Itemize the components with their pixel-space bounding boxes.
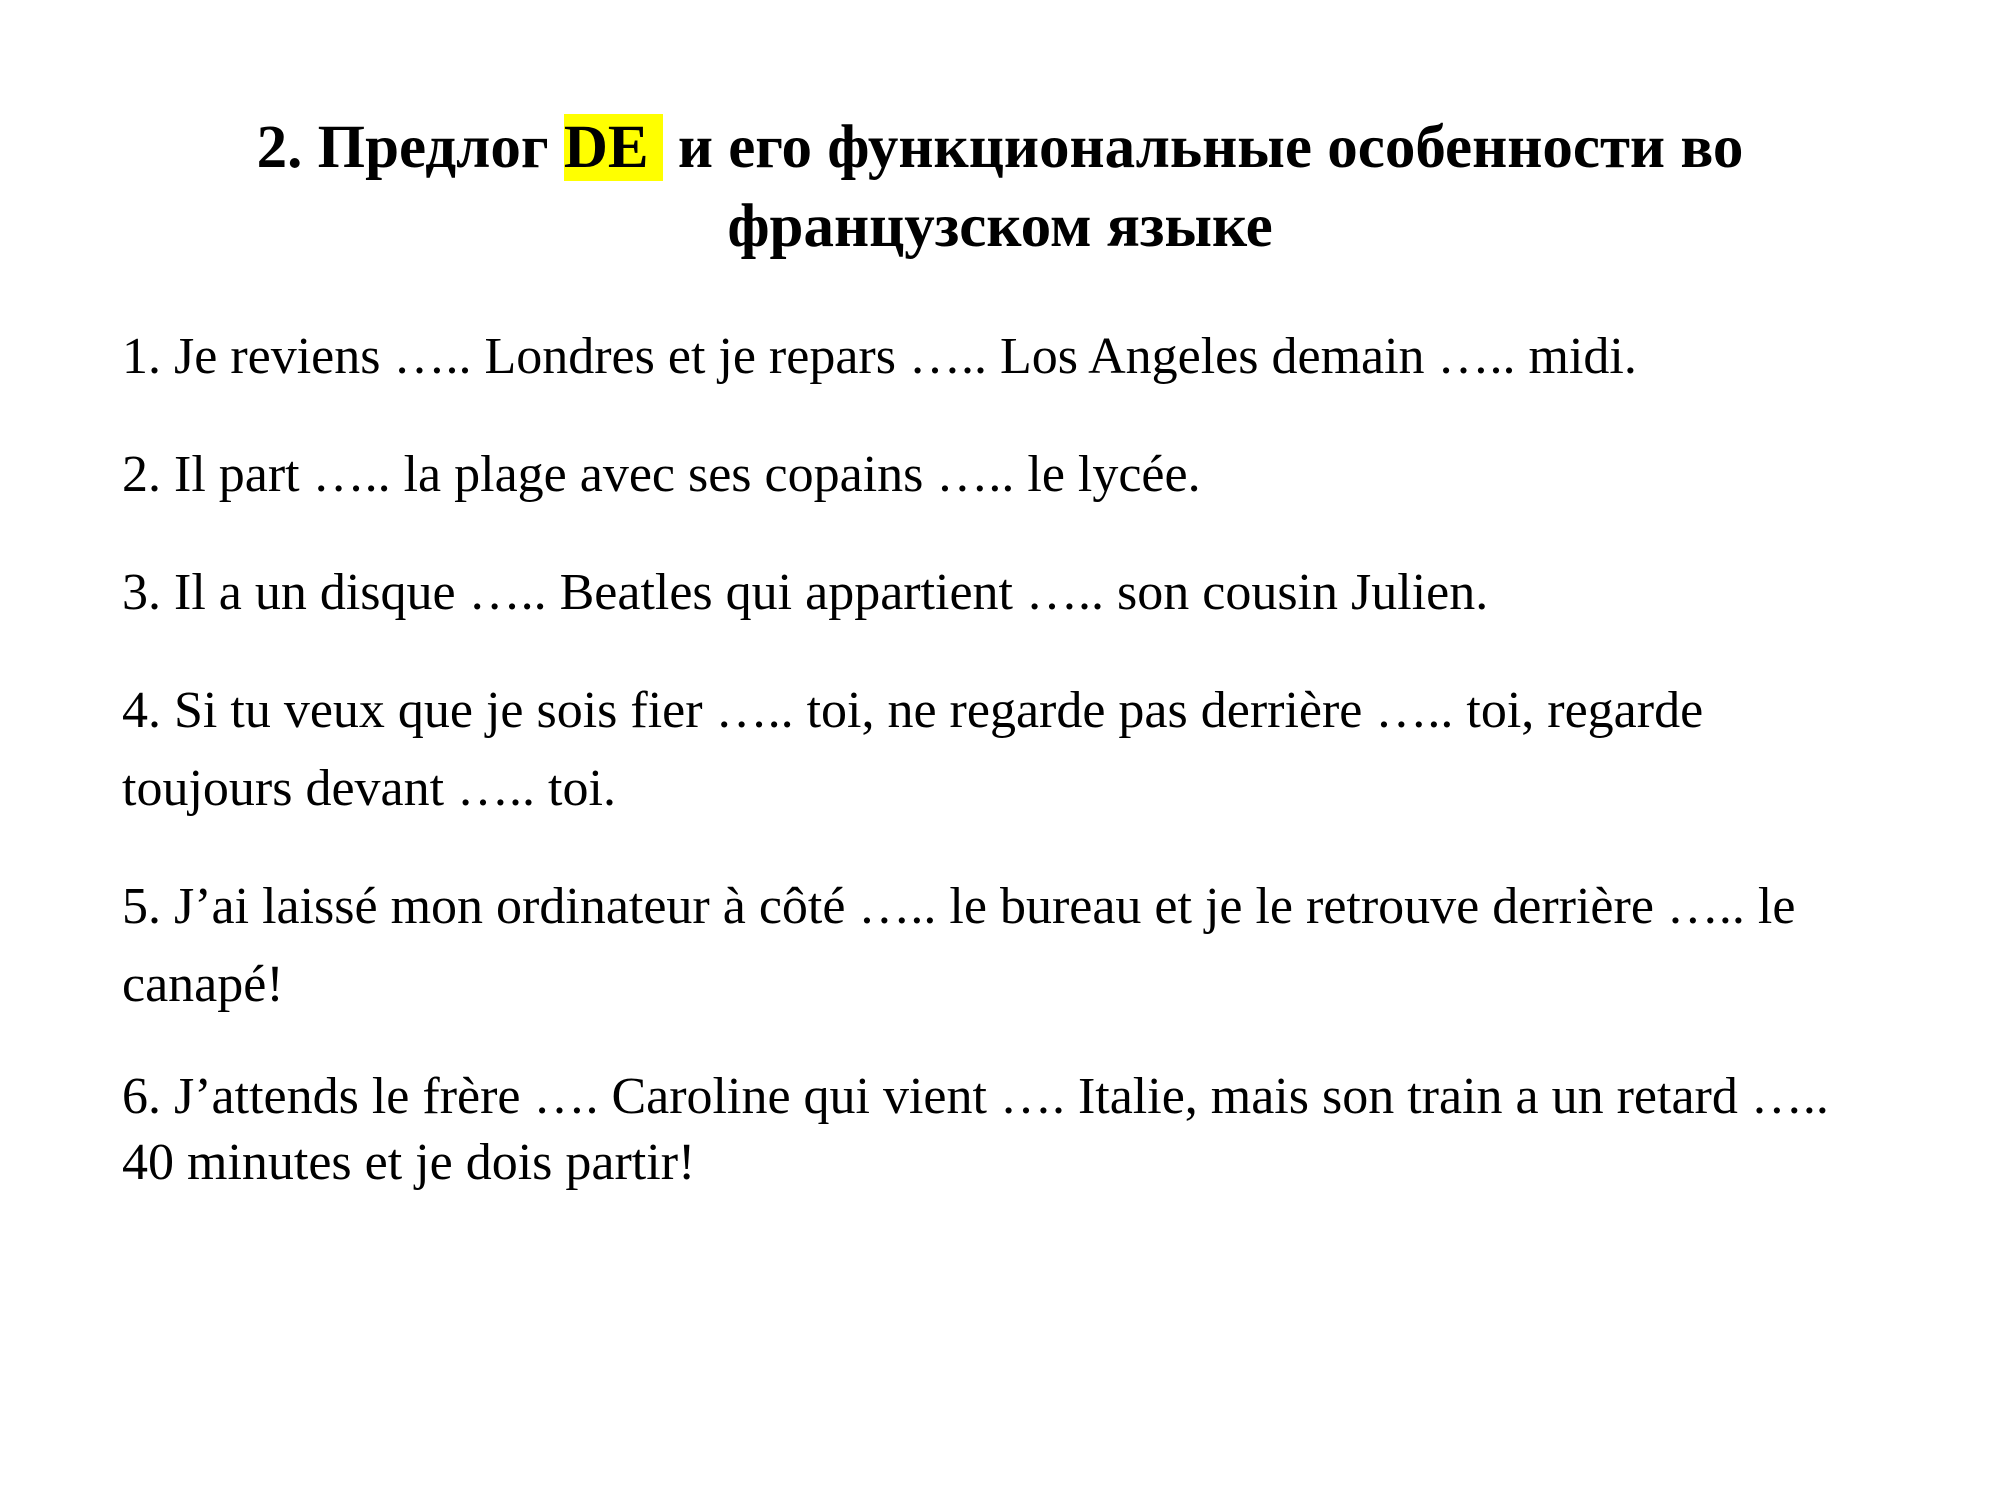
title-prefix: 2. Предлог bbox=[256, 114, 564, 181]
slide-title bbox=[100, 108, 1900, 266]
exercise-item-2: 2. Il part ….. la plage avec ses copains ….. le lycée. bbox=[122, 446, 1201, 503]
exercise-item-3: 3. Il a un disque ….. Beatles qui appartient ….. son cousin Julien. bbox=[122, 564, 1489, 621]
exercise-item-5: 5. J’ai laissé mon ordinateur à côté ….. le bureau et je le retrouve derrière ….. le canapé! bbox=[122, 878, 1796, 1013]
exercise-item-4: 4. Si tu veux que je sois fier ….. toi, ne regarde pas derrière ….. toi, regarde toujours devant ….. toi. bbox=[122, 682, 1704, 817]
title-suffix: и его функциональные особенности во французском языке bbox=[662, 114, 1744, 260]
exercise-item-6: 6. J’attends le frère …. Caroline qui vient …. Italie, mais son train a un retard ….. 40 minutes et je dois partir! bbox=[122, 1068, 1829, 1191]
exercise-list bbox=[122, 318, 1882, 1236]
exercise-item-1: 1. Je reviens ….. Londres et je repars ….. Los Angeles demain ….. midi. bbox=[122, 328, 1637, 385]
title-highlight-de: DE bbox=[564, 114, 663, 181]
